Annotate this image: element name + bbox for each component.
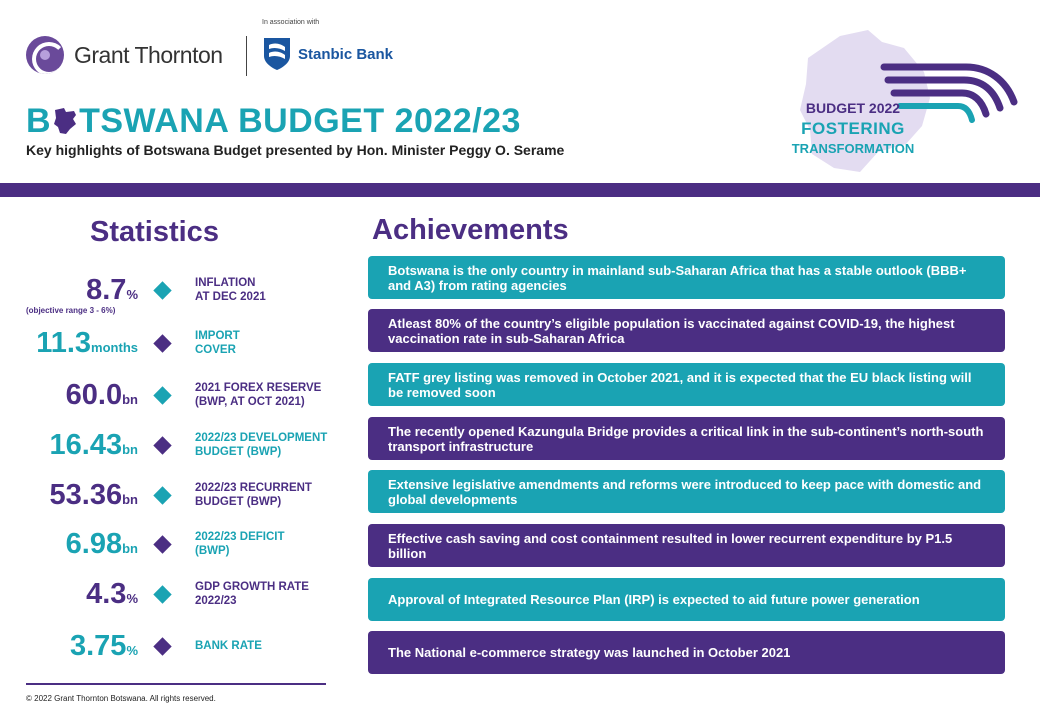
stat-value <box>50 477 138 518</box>
stat-number: 16.43 <box>49 429 123 461</box>
achievement-text: The recently opened Kazungula Bridge provides a critical link in the sub-continent’s north-south transport infrastructure <box>388 423 984 454</box>
association-text: In association with <box>262 19 320 26</box>
stat-recurrent-budget <box>0 477 350 517</box>
diamond-bullet-icon <box>153 386 171 404</box>
achievement-text: Extensive legislative amendments and reforms were introduced to keep pace with domestic and global developments <box>388 476 982 507</box>
stat-number: 11.3 <box>36 327 92 359</box>
stat-label-line-1: BANK RATE <box>195 640 262 652</box>
diamond-bullet-icon <box>153 535 171 553</box>
stat-label <box>195 530 284 558</box>
stat-label-line-1: INFLATION <box>195 277 256 289</box>
page-subtitle: Key highlights of Botswana Budget presented by Hon. Minister Peggy O. Serame <box>26 142 565 158</box>
stanbic-logo <box>262 36 393 72</box>
stat-value <box>50 427 138 468</box>
achievements-heading: Achievements <box>372 214 569 246</box>
stat-value <box>70 628 138 669</box>
stat-value <box>86 576 138 617</box>
achievement-item <box>368 631 1005 674</box>
stat-label-line-1: 2021 FOREX RESERVE <box>195 382 322 394</box>
grant-thornton-logo <box>26 36 223 74</box>
diamond-bullet-icon <box>153 436 171 454</box>
stat-label <box>195 329 240 357</box>
stat-label <box>195 381 321 409</box>
badge-line-3: TRANSFORMATION <box>791 141 915 156</box>
stat-development-budget <box>0 427 350 467</box>
stat-unit: bn <box>122 492 138 507</box>
badge-line-2: FOSTERING <box>801 119 905 138</box>
stat-label <box>195 580 309 608</box>
stat-value <box>66 526 138 567</box>
diamond-bullet-icon <box>153 334 171 352</box>
stat-gdp-growth <box>0 576 350 616</box>
achievement-item <box>368 363 1005 406</box>
stat-deficit <box>0 526 350 566</box>
stat-import-cover <box>0 325 350 365</box>
stat-unit: bn <box>122 442 138 457</box>
stat-value <box>36 325 138 366</box>
stat-label-line-1: 2022/23 DEFICIT <box>195 531 285 543</box>
stat-number: 4.3 <box>86 578 127 610</box>
diamond-bullet-icon <box>153 486 171 504</box>
achievement-text: Approval of Integrated Resource Plan (IRP) is expected to aid future power generation <box>388 592 920 607</box>
stat-label-line-2: AT DEC 2021 <box>195 291 266 303</box>
stat-label <box>195 276 266 304</box>
stat-label <box>195 481 312 509</box>
stat-label-line-2: (BWP) <box>195 545 230 557</box>
stat-unit: % <box>126 643 138 658</box>
budget-badge <box>770 26 1030 176</box>
stat-inflation <box>0 272 350 315</box>
stat-label-line-1: GDP GROWTH RATE <box>195 581 309 593</box>
achievement-text: The National e-commerce strategy was launched in October 2021 <box>388 645 791 660</box>
achievement-item <box>368 417 1005 460</box>
stat-label-line-2: (BWP, AT OCT 2021) <box>195 396 305 408</box>
grant-thornton-logo-icon <box>26 36 64 74</box>
stat-label <box>195 639 262 653</box>
stat-label-line-2: 2022/23 <box>195 595 237 607</box>
stat-value <box>66 377 138 418</box>
achievement-item <box>368 524 1005 567</box>
diamond-bullet-icon <box>153 585 171 603</box>
stat-unit: bn <box>122 392 138 407</box>
stat-label-line-2: BUDGET (BWP) <box>195 496 282 508</box>
stanbic-shield-icon <box>262 36 292 72</box>
stat-label <box>195 431 327 459</box>
stat-forex-reserve <box>0 377 350 417</box>
badge-line-1: BUDGET 2022 <box>805 100 901 116</box>
partner-name: Stanbic Bank <box>298 45 394 63</box>
stat-unit: % <box>126 591 138 606</box>
achievement-text: Botswana is the only country in mainland sub-Saharan Africa that has a stable outlook (BBB+ and A3) from rating agencies <box>388 262 967 293</box>
achievement-item <box>368 578 1005 621</box>
firm-name: Grant Thornton <box>74 41 223 68</box>
stat-number: 6.98 <box>65 528 123 560</box>
logo-divider <box>246 36 247 76</box>
stat-label-line-1: 2022/23 DEVELOPMENT <box>195 432 328 444</box>
stat-label-line-2: BUDGET (BWP) <box>195 446 282 458</box>
achievement-item <box>368 309 1005 352</box>
copyright-footer: © 2022 Grant Thornton Botswana. All rights reserved. <box>26 694 216 703</box>
diamond-bullet-icon <box>153 637 171 655</box>
stat-number: 3.75 <box>69 630 127 662</box>
page-title <box>26 102 521 144</box>
achievement-text: Atleast 80% of the country’s eligible population is vaccinated against COVID-19, the highest vaccination rate in sub-Saharan Africa <box>388 315 955 346</box>
stat-unit: bn <box>122 541 138 556</box>
achievement-text: Effective cash saving and cost containment resulted in lower recurrent expenditure by P1.5 billion <box>388 530 953 561</box>
achievement-text: FATF grey listing was removed in October 2021, and it is expected that the EU black listing will be removed soon <box>388 369 972 400</box>
achievement-item <box>368 470 1005 513</box>
stat-note: (objective range 3 - 6%) <box>26 306 116 315</box>
stat-unit: % <box>126 287 138 302</box>
header-band <box>0 183 1040 197</box>
stat-number: 8.7 <box>86 274 127 306</box>
statistics-heading: Statistics <box>90 216 219 248</box>
achievement-item <box>368 256 1005 299</box>
title-part-1: B <box>26 102 52 140</box>
statistics-divider <box>26 683 326 685</box>
title-part-2: TSWANA BUDGET 2022/23 <box>79 102 521 140</box>
stat-unit: months <box>91 340 138 355</box>
stat-number: 53.36 <box>49 479 123 511</box>
stat-label-line-1: IMPORT <box>195 330 240 342</box>
stat-label-line-1: 2022/23 RECURRENT <box>195 482 312 494</box>
diamond-bullet-icon <box>153 281 171 299</box>
stat-bank-rate <box>0 628 350 668</box>
botswana-map-icon <box>52 105 78 144</box>
stat-number: 60.0 <box>65 379 123 411</box>
stat-label-line-2: COVER <box>195 344 236 356</box>
